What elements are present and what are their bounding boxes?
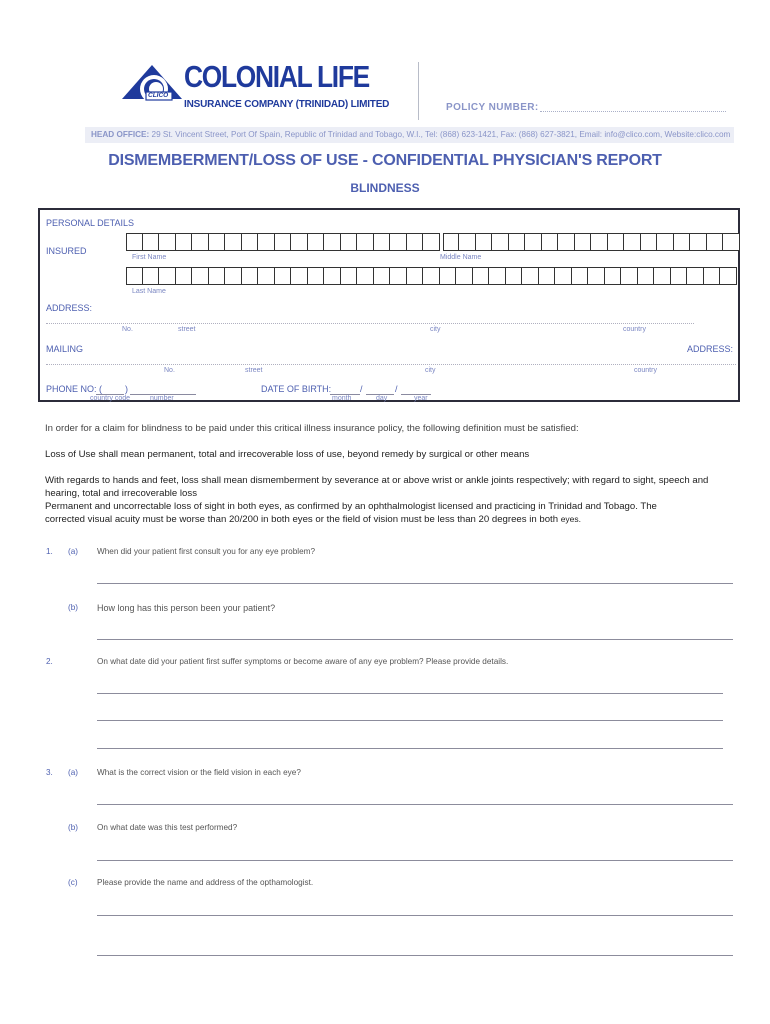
char-box[interactable] [641,233,658,251]
char-box[interactable] [657,233,674,251]
dob-separator-2: / [395,384,398,394]
char-box[interactable] [291,233,308,251]
char-box[interactable] [492,233,509,251]
mail-country-caption: country [634,367,657,374]
char-box[interactable] [588,267,605,285]
head-office-label: HEAD OFFICE: [91,130,150,139]
answer-line-3a[interactable] [97,804,733,805]
char-box[interactable] [638,267,655,285]
char-box[interactable] [509,233,526,251]
char-box[interactable] [390,267,407,285]
char-box[interactable] [654,267,671,285]
char-box[interactable] [308,233,325,251]
insured-label: INSURED [46,246,87,256]
mailing-label: MAILING [46,344,84,354]
question-3c-sub: (c) [68,878,78,887]
char-box[interactable] [440,267,457,285]
char-box[interactable] [704,267,721,285]
char-box[interactable] [374,233,391,251]
policy-number-field[interactable] [540,111,726,112]
question-1b-sub: (b) [68,603,79,612]
head-office-text: 29 St. Vincent Street, Port Of Spain, Republic of Trinidad and Tobago, W.I., Tel: (868) 623-1421, Fax: (868) 627-3821, Email: info@clico.com, Website:clico.com [151,130,731,139]
answer-line-2-2[interactable] [97,720,723,721]
char-box[interactable] [374,267,391,285]
char-box[interactable] [506,267,523,285]
phone-number-caption: number [150,395,174,402]
mailing-address-field[interactable] [46,364,736,365]
char-box[interactable] [555,267,572,285]
answer-line-1a[interactable] [97,583,733,584]
char-box[interactable] [176,233,193,251]
char-box[interactable] [558,233,575,251]
dob-separator-1: / [360,384,363,394]
char-box[interactable] [621,267,638,285]
question-3b-sub: (b) [68,823,79,832]
middle-name-caption: Middle Name [440,254,482,261]
dob-label: DATE OF BIRTH: [261,384,332,394]
page-subtitle: BLINDNESS [350,181,420,195]
char-box[interactable] [720,267,737,285]
char-box[interactable] [423,267,440,285]
char-box[interactable] [126,267,143,285]
char-box[interactable] [192,267,209,285]
char-box[interactable] [143,267,160,285]
header-divider [418,62,419,120]
char-box[interactable] [542,233,559,251]
last-name-caption: Last Name [132,288,166,295]
char-box[interactable] [390,233,407,251]
char-box[interactable] [143,233,160,251]
definition-loss-of-use: Loss of Use shall mean permanent, total and irrecoverable loss of use, beyond remedy by surgical or other means [45,449,530,460]
char-box[interactable] [275,233,292,251]
char-box[interactable] [522,267,539,285]
page-title: DISMEMBERMENT/LOSS OF USE - CONFIDENTIAL PHYSICIAN'S REPORT [108,152,662,169]
mail-city-caption: city [425,367,436,374]
dob-day-caption: day [376,395,388,402]
addr-country-caption: country [623,326,646,333]
question-3b-text: On what date was this test performed? [97,823,238,832]
phone-close-paren: ) [125,384,128,394]
char-box[interactable] [159,267,176,285]
char-box[interactable] [209,233,226,251]
definition-sight-end: eyes. [560,514,582,524]
char-box[interactable] [423,233,440,251]
question-1a-sub: (a) [68,547,79,556]
personal-details-box [38,208,740,402]
char-box[interactable] [341,267,358,285]
char-box[interactable] [308,267,325,285]
char-box[interactable] [209,267,226,285]
char-box[interactable] [258,233,275,251]
question-3a-text: What is the correct vision or the field vision in each eye? [97,768,301,777]
policy-number-label: POLICY NUMBER: [446,102,539,113]
definition-hands-feet: With regards to hands and feet, loss shall mean dismemberment by severance at or above wrist or ankle joints respectively; with regard to sight, speech and hearing, total and irrecoverable loss [45,475,709,499]
mail-no-caption: No. [164,367,175,374]
char-box[interactable] [357,267,374,285]
phone-label: PHONE NO: ( [46,384,103,394]
char-box[interactable] [443,233,460,251]
char-box[interactable] [605,267,622,285]
char-box[interactable] [591,233,608,251]
company-name: COLONIAL LIFE [184,59,369,94]
dob-month-caption: month [332,395,352,402]
char-box[interactable] [341,233,358,251]
char-box[interactable] [258,267,275,285]
char-box[interactable] [707,233,724,251]
addr-no-caption: No. [122,326,133,333]
char-box[interactable] [473,267,490,285]
char-box[interactable] [242,233,259,251]
dob-year-caption: year [414,395,428,402]
char-box[interactable] [291,267,308,285]
question-3c-text: Please provide the name and address of the opthamologist. [97,878,314,887]
last-name-boxes[interactable] [126,267,737,285]
question-3-number: 3. [46,768,53,777]
definition-sight-line-2 [45,513,735,526]
char-box[interactable] [489,267,506,285]
definition-sight-text: corrected visual acuity must be worse than 20/200 in both eyes or the field of vision must be less than 20 degrees in both [45,514,559,525]
char-box[interactable] [275,267,292,285]
char-box[interactable] [539,267,556,285]
definition-sight-line-1: Permanent and uncorrectable loss of sight in both eyes, as confirmed by an ophthalmologist licensed and practicing in Trinidad and Tobago. The [45,501,657,512]
answer-line-3b[interactable] [97,860,733,861]
addr-street-caption: street [178,326,196,333]
mailing-address-label: ADDRESS: [686,344,733,354]
addr-city-caption: city [430,326,441,333]
char-box[interactable] [525,233,542,251]
first-name-boxes[interactable] [126,233,740,251]
mail-street-caption: street [245,367,263,374]
answer-line-1b[interactable] [97,639,733,640]
address-field[interactable] [46,323,694,324]
question-1a-text: When did your patient first consult you for any eye problem? [97,547,315,556]
char-box[interactable] [575,233,592,251]
head-office-bar [85,127,734,143]
char-box[interactable] [357,233,374,251]
char-box[interactable] [324,233,341,251]
answer-line-3c-1[interactable] [97,915,733,916]
char-box[interactable] [242,267,259,285]
char-box[interactable] [324,267,341,285]
address-label: ADDRESS: [46,303,93,313]
char-box[interactable] [624,233,641,251]
char-box[interactable] [407,233,424,251]
char-box[interactable] [456,267,473,285]
phone-country-code-caption: country code [90,395,131,402]
logo-badge: CLICO [148,92,169,99]
personal-details-label: PERSONAL DETAILS [46,218,135,228]
char-box[interactable] [671,267,688,285]
char-box[interactable] [176,267,193,285]
answer-line-2-1[interactable] [97,693,723,694]
char-box[interactable] [225,233,242,251]
char-box[interactable] [126,233,143,251]
answer-line-2-3[interactable] [97,748,723,749]
char-box[interactable] [459,233,476,251]
char-box[interactable] [192,233,209,251]
char-box[interactable] [476,233,493,251]
char-box[interactable] [687,267,704,285]
question-3a-sub: (a) [68,768,79,777]
char-box[interactable] [608,233,625,251]
question-1-number: 1. [46,547,53,556]
company-subtitle: INSURANCE COMPANY (TRINIDAD) LIMITED [184,99,390,110]
company-logo [122,63,182,111]
char-box[interactable] [690,233,707,251]
char-box[interactable] [572,267,589,285]
answer-line-3c-2[interactable] [97,955,733,956]
question-2-text: On what date did your patient first suffer symptoms or become aware of any eye problem? Please provide details. [97,657,509,666]
char-box[interactable] [407,267,424,285]
char-box[interactable] [723,233,740,251]
question-1b-text: How long has this person been your patient? [97,603,276,613]
char-box[interactable] [225,267,242,285]
char-box[interactable] [159,233,176,251]
intro-text: In order for a claim for blindness to be paid under this critical illness insurance policy, the following definition must be satisfied: [45,423,579,434]
char-box[interactable] [674,233,691,251]
question-2-number: 2. [46,657,53,666]
first-name-caption: First Name [132,254,167,261]
